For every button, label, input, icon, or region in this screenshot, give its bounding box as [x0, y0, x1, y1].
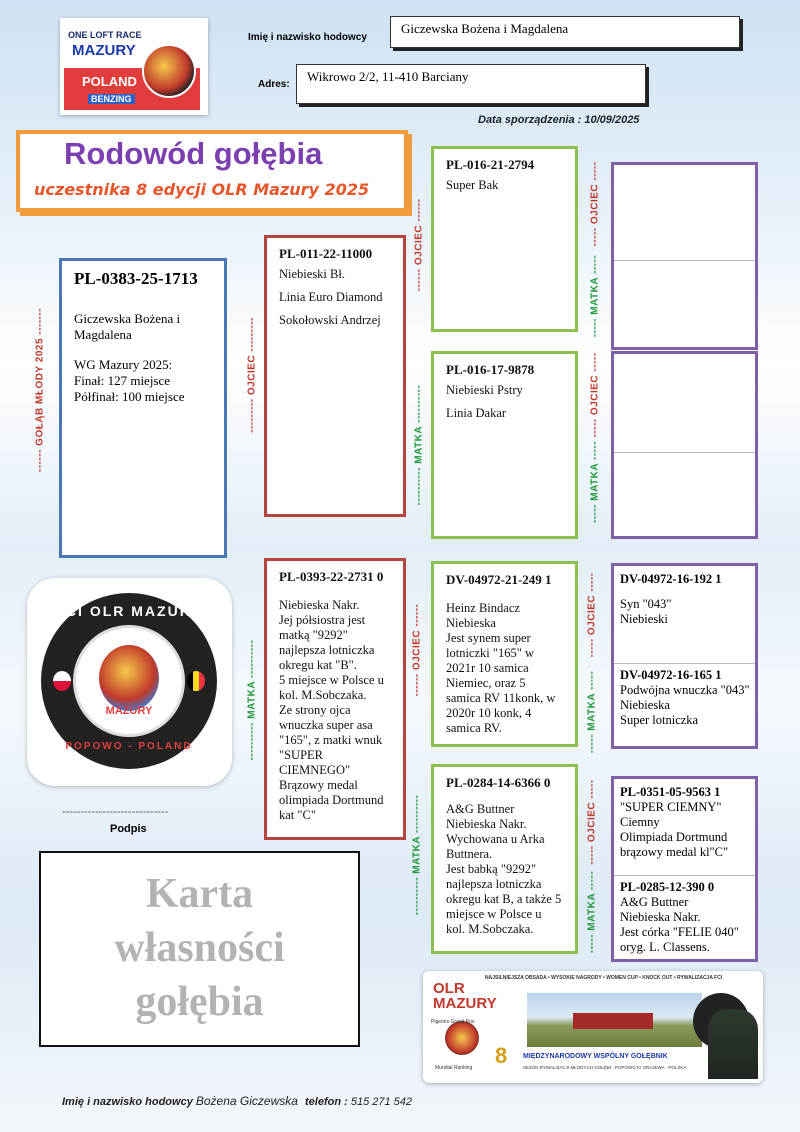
banner-mundial: Mundial Ranking: [435, 1065, 473, 1071]
fmf-label: ----- OJCIEC -----: [589, 352, 601, 438]
mff-ring: DV-04972-16-192 1: [620, 572, 722, 586]
fm-line-1: Niebieski Pstry: [446, 383, 523, 397]
address-label: Adres:: [258, 79, 290, 90]
young-pigeon-label: ------ GOŁĄB MŁODY 2025 -------: [34, 307, 46, 473]
mfm-ring: DV-04972-16-165 1: [620, 668, 722, 682]
ff-line-1: Super Bak: [446, 178, 499, 192]
mother-ring: PL-0393-22-2731 0: [279, 569, 384, 584]
fmm-label: ----- MATKA -----: [589, 440, 601, 524]
ff-card: [431, 146, 578, 332]
fm-card: [431, 351, 578, 539]
mmf-ring: PL-0351-05-9563 1: [620, 785, 721, 799]
mmf-label: ----- OJCIEC -----: [586, 779, 598, 865]
subject-card: [59, 258, 227, 558]
signature-label: Podpis: [110, 823, 147, 835]
ownership-card: [39, 851, 360, 1047]
fm-parents-divider: [614, 452, 755, 453]
banner-number: 8: [495, 1043, 508, 1068]
father-label: --------- OJCIEC ---------: [246, 317, 258, 433]
logo-text-1: ONE LOFT RACE: [68, 30, 142, 40]
mff-label: ----- OJCIEC -----: [586, 572, 598, 658]
mother-card: [264, 558, 406, 840]
banner-emblem-icon: [445, 1021, 479, 1055]
page-subtitle: uczestnika 8 edycji OLR Mazury 2025: [34, 180, 370, 199]
footer: [62, 1094, 412, 1108]
mfm-block: [620, 668, 751, 728]
subject-owner: Giczewska Bożena i Magdalena: [74, 311, 181, 342]
mf-label: ------ OJCIEC ------: [411, 603, 423, 697]
poland-flag-icon: [53, 671, 71, 691]
subject-result-2: Finał: 127 miejsce: [74, 373, 171, 388]
mf-card: [431, 561, 578, 747]
mother-text: Niebieska Nakr. Jej półsiostra jest matką "9292" najlepsza lotniczka okregu kat "B". 5 miejsce w Polsce u kol. M.Sobczaka. Ze strony ojca wnuczka super asa "165", z matki wnuk "SUPER CIEMNEGO" Brązowy medal olimpiada Dortmund kat "C": [279, 598, 384, 822]
banner-bottom-text: MIĘDZYNARODOWY WSPÓLNY GOŁĘBNIK: [523, 1053, 668, 1060]
seal-center-text: MAZURY: [105, 705, 153, 717]
subject-result-3: Półfinał: 100 miejsce: [74, 389, 185, 404]
footer-name: Bożena Giczewska: [195, 1094, 298, 1108]
banner-pgp: Pigeons Grand Prix: [431, 1019, 475, 1025]
ff-label: ------ OJCIEC ------: [413, 198, 425, 292]
banner-sub-text: SEZON RYWALIZACJI MŁODYCH GOŁĘBI · POPOWO K/ GRAJEWA · POLSKA: [523, 1065, 687, 1070]
subject-result-1: WG Mazury 2025:: [74, 357, 173, 372]
mm-card: [431, 764, 578, 954]
father-line-2: Linia Euro Diamond: [279, 290, 383, 304]
logo-text-2: MAZURY: [72, 42, 136, 59]
ownership-line-2: własności: [114, 925, 285, 971]
signature-line: -----------------------------: [62, 806, 169, 818]
mm-label: ---------- MATKA ----------: [411, 794, 423, 916]
promo-banner: [423, 971, 763, 1083]
footer-phone-label: telefon :: [304, 1096, 348, 1108]
fm-label: ---------- MATKA ----------: [413, 384, 425, 506]
banner-top-text: NAJSILNIEJSZA OBSADA • WYSOKIE NAGRODY • WOMEN CUP • KNOCK OUT • RYWALIZACJA FCI: [485, 975, 723, 981]
breeder-label: Imię i nazwisko hodowcy: [248, 32, 367, 43]
title-box: [16, 130, 408, 212]
mmm-block: [620, 880, 751, 955]
breeder-field[interactable]: Giczewska Bożena i Magdalena: [390, 16, 740, 48]
olr-logo: [60, 18, 208, 115]
mfm-label: ----- MATKA -----: [586, 670, 598, 754]
banner-building: [573, 1013, 653, 1029]
fff-label: ----- OJCIEC -----: [589, 161, 601, 247]
mother-label: ---------- MATKA ----------: [246, 639, 258, 761]
footer-label: Imię i nazwisko hodowcy: [62, 1096, 193, 1108]
fm-ring: PL-016-17-9878: [446, 362, 535, 377]
ff-parents-card: [611, 162, 758, 350]
mmm-ring: PL-0285-12-390 0: [620, 880, 715, 894]
ffm-label: ----- MATKA -----: [589, 254, 601, 338]
address-field[interactable]: Wikrowo 2/2, 11-410 Barciany: [296, 64, 646, 104]
logo-text-3: POLAND: [82, 74, 137, 89]
seal-bottom-text: POPOWO - POLAND: [65, 741, 193, 752]
fm-line-2: Linia Dakar: [446, 406, 507, 420]
mmm-label: ----- MATKA -----: [586, 870, 598, 954]
ff-ring: PL-016-21-2794: [446, 157, 535, 172]
mm-parents-divider: [614, 875, 755, 876]
ownership-line-1: Karta: [145, 871, 254, 917]
father-line-1: Niebieski Bł.: [279, 267, 345, 281]
logo-text-4: BENZING: [88, 94, 135, 104]
mf-text: Heinz Bindacz Niebieska Jest synem super lotniczki "165" w 2021r 10 samica Niemiec, oraz 5 samica RV 11konk, w 2020r 10 konk, 4 samica RV.: [446, 601, 556, 735]
mmf-text: "SUPER CIEMNY" Ciemny Olimpiada Dortmund brązowy medal kl"C": [620, 800, 729, 859]
father-line-3: Sokołowski Andrzej: [279, 313, 381, 327]
ownership-line-3: gołębia: [135, 979, 264, 1025]
mmm-text: A&G Buttner Niebieska Nakr. Jest córka "FELIE 040" oryg. L. Classens.: [620, 895, 739, 954]
page-title: Rodowód gołębia: [64, 136, 323, 171]
banner-person: [708, 1009, 758, 1079]
mm-parents-card: [611, 776, 758, 962]
mm-ring: PL-0284-14-6366 0: [446, 775, 551, 790]
mff-text: Syn "043" Niebieski: [620, 597, 672, 626]
logo-pigeon-icon: [142, 44, 196, 98]
date-label: Data sporządzenia :: [478, 114, 582, 126]
footer-phone: 515 271 542: [350, 1096, 412, 1108]
date-value: 10/09/2025: [584, 114, 640, 126]
mf-parents-card: [611, 563, 758, 749]
date-line: [478, 114, 639, 126]
father-ring: PL-011-22-11000: [279, 246, 373, 261]
subject-ring: PL-0383-25-1713: [74, 269, 198, 288]
fci-seal-icon: [41, 593, 217, 769]
banner-brand: OLR MAZURY: [433, 980, 497, 1012]
fm-parents-card: [611, 351, 758, 539]
seal-top-text: FCI OLR MAZURY: [55, 603, 203, 619]
ff-parents-divider: [614, 260, 755, 261]
seal-card: [27, 578, 232, 786]
seal-emblem-icon: [99, 645, 159, 711]
mf-parents-divider: [614, 663, 755, 664]
mf-ring: DV-04972-21-249 1: [446, 572, 552, 587]
mfm-text: Podwójna wnuczka "043" Niebieska Super lotniczka: [620, 683, 750, 727]
belgium-flag-icon: [187, 671, 205, 691]
father-card: [264, 235, 406, 517]
mm-text: A&G Buttner Niebieska Nakr. Wychowana u Arka Buttnera. Jest babką "9292" najlepsza lotniczka okregu kat B, a także 5 miejsce w Polsce u kol. M.Sobczaka.: [446, 802, 562, 936]
